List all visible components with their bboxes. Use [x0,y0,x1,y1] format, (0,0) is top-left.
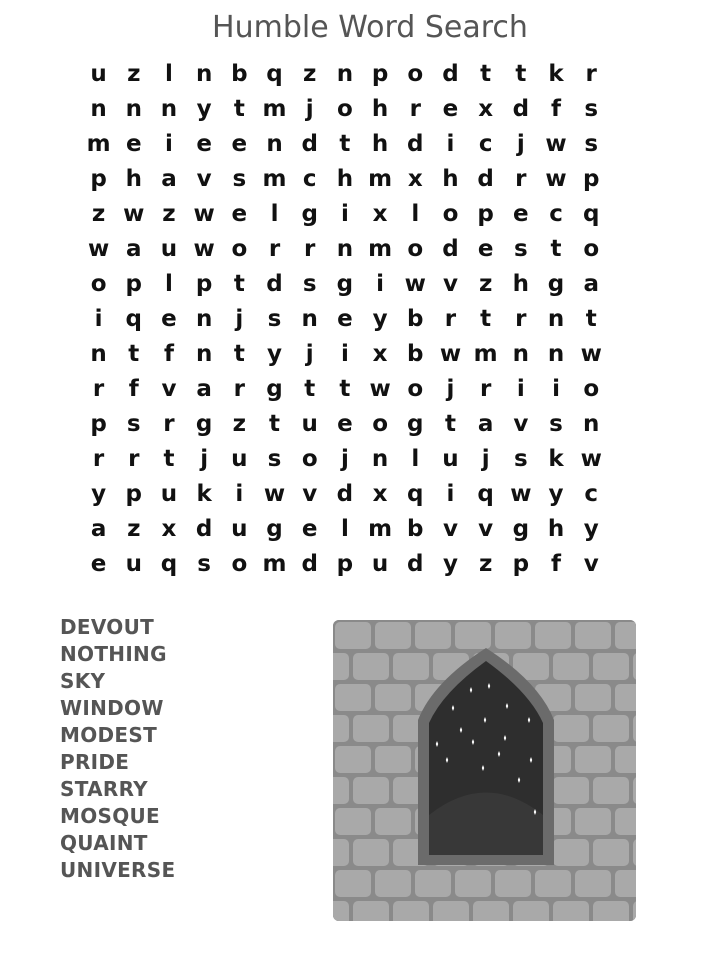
grid-cell[interactable]: o [231,550,248,577]
grid-cell[interactable]: t [480,60,492,87]
grid-cell[interactable]: e [442,95,459,122]
grid-cell[interactable]: v [513,410,529,437]
grid-cell[interactable]: t [444,410,456,437]
grid-cell[interactable]: t [550,235,562,262]
grid-cell[interactable]: o [407,60,424,87]
grid-cell[interactable]: t [515,60,527,87]
grid-cell[interactable]: e [301,515,318,542]
grid-cell[interactable]: r [92,375,105,402]
grid-cell[interactable]: v [478,515,494,542]
grid-cell[interactable]: s [302,270,317,297]
grid-cell[interactable]: r [515,165,527,192]
grid-cell[interactable]: n [195,60,213,87]
grid-cell[interactable]: m [368,235,393,262]
word-list-item: UNIVERSE [60,858,176,882]
grid-cell[interactable]: o [583,235,600,262]
grid-cell[interactable]: p [336,550,354,577]
word-list-item: PRIDE [60,750,130,774]
grid-cell[interactable]: l [411,200,420,227]
grid-cell[interactable]: s [513,445,528,472]
grid-cell[interactable]: x [407,165,423,192]
grid-cell[interactable]: n [90,340,107,367]
grid-cell[interactable]: e [231,200,248,227]
grid-cell[interactable]: i [94,305,103,332]
grid-cell[interactable]: i [340,340,349,367]
grid-cell[interactable]: j [235,305,244,332]
grid-cell[interactable]: s [549,410,563,437]
word-list-item: DEVOUT [60,615,155,639]
grid-cell[interactable]: r [444,305,457,332]
grid-cell[interactable]: e [231,130,248,157]
grid-cell[interactable]: r [479,375,492,402]
grid-cell[interactable]: w [263,480,286,507]
grid-cell[interactable]: q [160,550,178,577]
grid-cell[interactable]: q [266,60,283,87]
grid-cell[interactable]: q [477,480,494,507]
grid-cell[interactable]: m [262,165,287,192]
grid-cell[interactable]: t [585,305,597,332]
grid-cell[interactable]: t [304,375,316,402]
grid-cell[interactable]: n [195,305,213,332]
grid-cell[interactable]: t [233,95,245,122]
grid-cell[interactable]: p [582,165,600,192]
grid-cell[interactable]: v [583,550,599,577]
grid-cell[interactable]: t [269,410,281,437]
grid-cell[interactable]: f [128,375,139,402]
grid-cell[interactable]: y [583,515,599,542]
grid-cell[interactable]: b [407,305,424,332]
grid-cell[interactable]: f [163,340,174,367]
grid-cell[interactable]: p [90,165,107,192]
grid-cell[interactable]: h [442,165,459,192]
grid-cell[interactable]: y [91,480,107,507]
grid-cell[interactable]: e [90,550,107,577]
grid-cell[interactable]: v [196,165,212,192]
grid-cell[interactable]: i [376,270,385,297]
grid-cell[interactable]: o [407,375,424,402]
grid-cell[interactable]: g [195,410,213,437]
grid-cell[interactable]: o [407,235,424,262]
grid-cell[interactable]: s [513,235,528,262]
grid-cell[interactable]: i [340,200,349,227]
grid-cell[interactable]: r [128,445,140,472]
grid-cell[interactable]: l [411,445,420,472]
grid-cell[interactable]: j [305,95,314,122]
grid-cell[interactable]: l [270,200,279,227]
grid-cell[interactable]: v [442,515,458,542]
grid-cell[interactable]: w [510,480,532,507]
word-list-item: MOSQUE [60,804,161,828]
grid-cell[interactable]: u [160,235,178,262]
grid-cell[interactable]: u [90,60,107,87]
grid-cell[interactable]: d [301,130,318,157]
grid-cell[interactable]: n [336,60,354,87]
grid-cell[interactable]: t [163,445,175,472]
grid-cell[interactable]: z [478,270,493,297]
grid-cell[interactable]: y [548,480,564,507]
grid-cell[interactable]: t [233,340,245,367]
grid-cell[interactable]: d [266,270,283,297]
grid-cell[interactable]: d [442,60,459,87]
grid-cell[interactable]: r [92,445,105,472]
grid-cell[interactable]: o [90,270,107,297]
mosque-window-icon [333,620,636,921]
grid-cell[interactable]: k [196,480,212,507]
letter-grid[interactable] [81,56,609,581]
grid-cell[interactable]: s [267,445,282,472]
grid-cell[interactable]: b [231,60,248,87]
word-list-item: WINDOW [60,696,164,720]
grid-cell[interactable]: l [340,515,349,542]
grid-cell[interactable]: o [372,410,388,437]
grid-cell[interactable]: q [582,200,600,227]
grid-cell[interactable]: k [548,445,564,472]
grid-cell[interactable]: g [407,410,424,437]
grid-cell[interactable]: u [125,550,142,577]
grid-cell[interactable]: n [512,340,530,367]
grid-cell[interactable]: d [336,480,354,507]
grid-cell[interactable]: p [125,480,143,507]
grid-cell[interactable]: b [407,515,424,542]
grid-cell[interactable]: t [480,305,492,332]
word-list [60,614,300,884]
grid-cell[interactable]: p [90,410,107,437]
grid-cell[interactable]: m [368,165,393,192]
grid-cell[interactable]: w [193,235,215,262]
word-list-item: MODEST [60,723,158,747]
grid-cell[interactable]: c [584,480,599,507]
grid-cell[interactable]: d [195,515,213,542]
grid-cell[interactable]: j [200,445,209,472]
grid-cell[interactable]: a [477,410,494,437]
grid-cell[interactable]: u [231,515,248,542]
grid-cell[interactable]: l [165,270,173,297]
grid-cell[interactable]: s [197,550,211,577]
grid-cell[interactable]: s [584,130,599,157]
grid-cell[interactable]: r [409,95,421,122]
grid-cell[interactable]: t [339,130,351,157]
grid-cell[interactable]: r [163,410,175,437]
grid-cell[interactable]: z [478,550,493,577]
grid-cell[interactable]: x [478,95,494,122]
grid-cell[interactable]: n [266,130,283,157]
grid-cell[interactable]: r [515,305,527,332]
grid-cell[interactable]: a [126,235,142,262]
grid-cell[interactable]: p [512,550,530,577]
grid-cell[interactable]: w [369,375,391,402]
grid-cell[interactable]: n [160,95,178,122]
grid-cell[interactable]: w [439,340,462,367]
grid-cell[interactable]: n [301,305,318,332]
grid-cell[interactable]: o [442,200,459,227]
grid-cell[interactable]: m [262,550,287,577]
grid-cell[interactable]: e [337,305,353,332]
word-list-item: QUAINT [60,831,148,855]
grid-cell[interactable]: j [516,130,525,157]
grid-cell[interactable]: b [407,340,424,367]
grid-cell[interactable]: n [371,445,389,472]
grid-cell[interactable]: q [125,305,143,332]
grid-cell[interactable]: t [339,375,351,402]
grid-cell[interactable]: y [442,550,458,577]
page-title: Humble Word Search [212,10,528,45]
grid-cell[interactable]: h [371,130,389,157]
grid-cell[interactable]: f [551,550,562,577]
grid-cell[interactable]: y [196,95,212,122]
grid-cell[interactable]: r [233,375,246,402]
grid-cell[interactable]: w [404,270,426,297]
grid-cell[interactable]: t [128,340,140,367]
grid-cell[interactable]: w [123,200,145,227]
grid-cell[interactable]: s [232,165,247,192]
grid-cell[interactable]: k [548,60,564,87]
grid-cell[interactable]: a [196,375,212,402]
grid-cell[interactable]: z [162,200,176,227]
grid-cell[interactable]: c [549,200,563,227]
grid-cell[interactable]: x [372,340,388,367]
grid-cell[interactable]: g [266,375,283,402]
grid-cell[interactable]: s [584,95,599,122]
grid-cell[interactable]: t [233,270,245,297]
grid-cell[interactable]: r [304,235,316,262]
grid-cell[interactable]: u [301,410,318,437]
grid-cell[interactable]: n [90,95,107,122]
grid-cell[interactable]: l [165,60,173,87]
grid-cell[interactable]: n [547,305,565,332]
grid-cell[interactable]: i [552,375,560,402]
grid-cell[interactable]: h [371,95,389,122]
grid-cell[interactable]: d [442,235,459,262]
grid-cell[interactable]: o [231,235,248,262]
grid-cell[interactable]: i [446,130,455,157]
grid-cell[interactable]: g [512,515,530,542]
grid-cell[interactable]: p [477,200,494,227]
grid-cell[interactable]: o [301,445,318,472]
grid-cell[interactable]: d [407,130,424,157]
grid-cell[interactable]: v [161,375,177,402]
grid-cell[interactable]: x [161,515,177,542]
grid-cell[interactable]: z [91,200,106,227]
grid-cell[interactable]: w [545,165,567,192]
grid-cell[interactable]: h [512,270,530,297]
grid-cell[interactable]: z [127,60,141,87]
grid-cell[interactable]: q [407,480,424,507]
grid-cell[interactable]: j [446,375,455,402]
grid-cell[interactable]: x [372,480,388,507]
grid-cell[interactable]: f [551,95,562,122]
grid-cell[interactable]: w [580,445,602,472]
grid-cell[interactable]: d [407,550,424,577]
grid-cell[interactable]: n [583,410,600,437]
grid-cell[interactable]: i [446,480,455,507]
grid-cell[interactable]: s [126,410,141,437]
grid-cell[interactable]: m [262,95,287,122]
grid-cell[interactable]: h [336,165,354,192]
grid-cell[interactable]: y [372,305,388,332]
grid-cell[interactable]: e [196,130,212,157]
grid-cell[interactable]: e [125,130,142,157]
grid-cell[interactable]: i [516,375,525,402]
grid-cell[interactable]: o [337,95,353,122]
grid-cell[interactable]: w [545,130,567,157]
grid-cell[interactable]: i [165,130,173,157]
grid-cell[interactable]: y [267,340,283,367]
grid-cell[interactable]: h [547,515,565,542]
grid-cell[interactable]: w [580,340,602,367]
grid-cell[interactable]: p [125,270,143,297]
grid-cell[interactable]: a [161,165,177,192]
grid-cell[interactable]: d [301,550,318,577]
grid-cell[interactable]: e [477,235,494,262]
grid-cell[interactable]: a [583,270,599,297]
grid-cell[interactable]: g [336,270,354,297]
grid-cell[interactable]: h [125,165,142,192]
grid-cell[interactable]: n [336,235,354,262]
mosque-window-illustration [333,620,636,921]
grid-cell[interactable]: z [303,60,317,87]
grid-cell[interactable]: g [547,270,565,297]
grid-cell[interactable]: u [160,480,178,507]
grid-cell[interactable]: s [267,305,282,332]
grid-cell[interactable]: m [368,515,393,542]
grid-cell[interactable]: u [231,445,248,472]
grid-cell[interactable]: z [127,515,141,542]
grid-cell[interactable]: c [478,130,493,157]
word-list-item: SKY [60,669,106,693]
grid-cell[interactable]: n [547,340,565,367]
grid-cell[interactable]: e [337,410,353,437]
grid-cell[interactable]: a [90,515,107,542]
grid-cell[interactable]: r [585,60,597,87]
grid-cell[interactable]: n [125,95,142,122]
grid-cell[interactable]: u [442,445,459,472]
grid-cell[interactable]: j [481,445,490,472]
grid-cell[interactable]: d [512,95,530,122]
grid-cell[interactable]: p [195,270,213,297]
grid-cell[interactable]: u [371,550,389,577]
grid-cell[interactable]: g [266,515,283,542]
grid-cell[interactable]: j [305,340,314,367]
grid-cell[interactable]: w [193,200,215,227]
grid-cell[interactable]: v [302,480,318,507]
grid-cell[interactable]: z [232,410,247,437]
word-list-item: STARRY [60,777,148,801]
grid-cell[interactable]: e [513,200,529,227]
grid-cell[interactable]: x [372,200,388,227]
grid-cell[interactable]: n [195,340,213,367]
grid-cell[interactable]: i [235,480,244,507]
grid-cell[interactable]: c [302,165,317,192]
grid-cell[interactable]: w [87,235,110,262]
grid-cell[interactable]: r [268,235,281,262]
grid-cell[interactable]: m [86,130,111,157]
grid-cell[interactable]: g [301,200,318,227]
grid-cell[interactable]: e [161,305,177,332]
grid-cell[interactable]: p [371,60,389,87]
grid-cell[interactable]: o [583,375,600,402]
grid-cell[interactable]: d [477,165,494,192]
grid-cell[interactable]: m [473,340,498,367]
grid-cell[interactable]: v [442,270,458,297]
word-list-item: NOTHING [60,642,167,666]
grid-cell[interactable]: j [340,445,349,472]
